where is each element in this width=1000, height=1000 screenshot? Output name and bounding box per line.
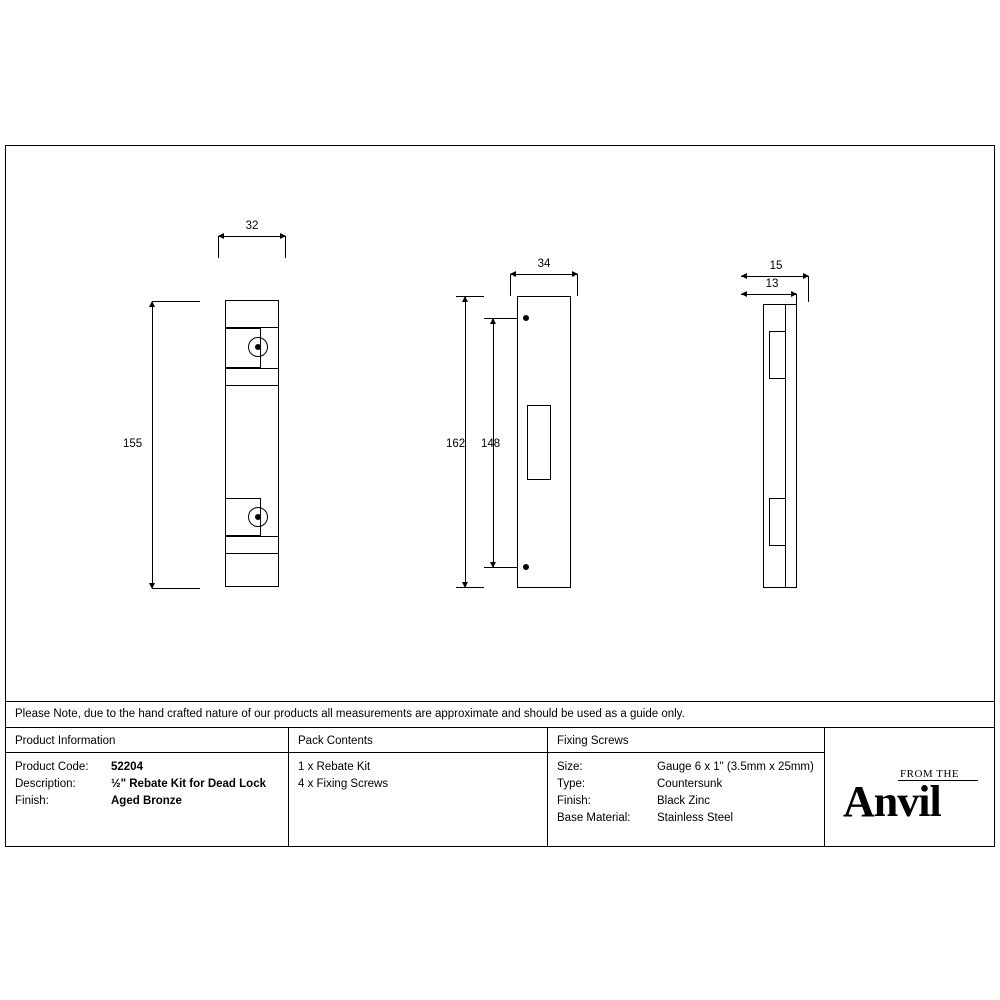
centre-cutout — [527, 405, 551, 480]
screw-base-material-label: Base Material: — [557, 812, 631, 824]
logo-from-the-text: FROM THE — [900, 768, 960, 780]
dim-arrow-left-13 — [741, 291, 747, 297]
column-divider — [548, 752, 824, 753]
fixing-hole-top — [523, 315, 529, 321]
ext-line-right-32 — [285, 236, 286, 258]
table-row — [557, 795, 820, 812]
product-information-column — [6, 728, 288, 847]
ext-line-right-13 — [796, 294, 797, 304]
ext-line-top-162 — [456, 296, 484, 297]
screw-finish-value: Black Zinc — [657, 795, 711, 807]
profile-top-lower-step — [225, 368, 279, 386]
screw-base-material-value: Stainless Steel — [657, 812, 734, 824]
table-row — [15, 795, 284, 812]
screw-hole-bottom — [255, 514, 261, 520]
profile-top-step — [225, 300, 279, 328]
brand-logo — [825, 728, 995, 847]
dim-label-32: 32 — [245, 220, 259, 232]
column-divider — [6, 752, 288, 753]
ext-line-top-155 — [152, 301, 200, 302]
dim-label-13: 13 — [765, 278, 779, 290]
edge-top-rebate-base — [769, 378, 786, 379]
ext-line-left-34 — [510, 274, 511, 296]
edge-top-rebate — [769, 331, 785, 379]
screw-type-value: Countersunk — [657, 778, 723, 790]
dim-label-148: 148 — [481, 438, 501, 450]
centre-cutout-edge — [527, 405, 528, 480]
list-item: 1 x Rebate Kit — [298, 761, 371, 773]
dim-label-34: 34 — [537, 258, 551, 270]
measurement-note — [6, 701, 994, 727]
profile-bottom-step — [225, 536, 279, 554]
ext-line-bottom-155 — [152, 588, 200, 589]
description-value: ½" Rebate Kit for Dead Lock — [111, 778, 266, 790]
logo-brand-text: Anvil — [843, 777, 941, 826]
ext-line-bottom-162 — [456, 587, 484, 588]
screw-finish-label: Finish: — [557, 795, 591, 807]
fixing-screws-column — [547, 728, 824, 847]
ext-line-bottom-148 — [484, 567, 518, 568]
info-table — [6, 727, 994, 846]
dim-line-34 — [510, 274, 578, 275]
product-code-label: Product Code: — [15, 761, 89, 773]
table-row — [557, 812, 820, 829]
logo-column — [824, 728, 994, 847]
drawing-canvas — [6, 146, 994, 701]
dim-line-155 — [152, 301, 153, 589]
finish-value: Aged Bronze — [111, 795, 182, 807]
dim-label-155: 155 — [123, 438, 143, 450]
drawing-frame — [5, 145, 995, 847]
screw-type-label: Type: — [557, 778, 586, 790]
table-row — [15, 778, 284, 795]
list-item: 4 x Fixing Screws — [298, 778, 389, 790]
dim-line-13 — [741, 294, 797, 295]
pack-contents-header: Pack Contents — [298, 735, 373, 747]
screw-hole-top — [255, 344, 261, 350]
ext-line-top-148 — [484, 318, 518, 319]
dim-label-15: 15 — [769, 260, 783, 272]
table-row — [557, 761, 820, 778]
ext-line-right-34 — [577, 274, 578, 296]
table-row — [15, 761, 284, 778]
ext-line-left-32 — [218, 236, 219, 258]
dim-line-32 — [218, 236, 286, 237]
fixing-screws-header: Fixing Screws — [557, 735, 629, 747]
description-label: Description: — [15, 778, 76, 790]
column-divider — [289, 752, 547, 753]
finish-label: Finish: — [15, 795, 49, 807]
product-code-value: 52204 — [111, 761, 143, 773]
product-information-header: Product Information — [15, 735, 116, 747]
screw-size-value: Gauge 6 x 1" (3.5mm x 25mm) — [657, 761, 814, 773]
edge-bottom-rebate — [769, 498, 785, 546]
table-row — [557, 778, 820, 795]
edge-bottom-rebate-base — [769, 545, 786, 546]
screw-size-label: Size: — [557, 761, 583, 773]
dim-label-162: 162 — [446, 438, 466, 450]
ext-line-right-15 — [808, 276, 809, 302]
dim-line-15 — [741, 276, 809, 277]
pack-contents-column — [288, 728, 547, 847]
measurement-note-text: Please Note, due to the hand crafted nature of our products all measurements are approximate and should be used as a guide only. — [15, 708, 685, 720]
fixing-hole-bottom — [523, 564, 529, 570]
